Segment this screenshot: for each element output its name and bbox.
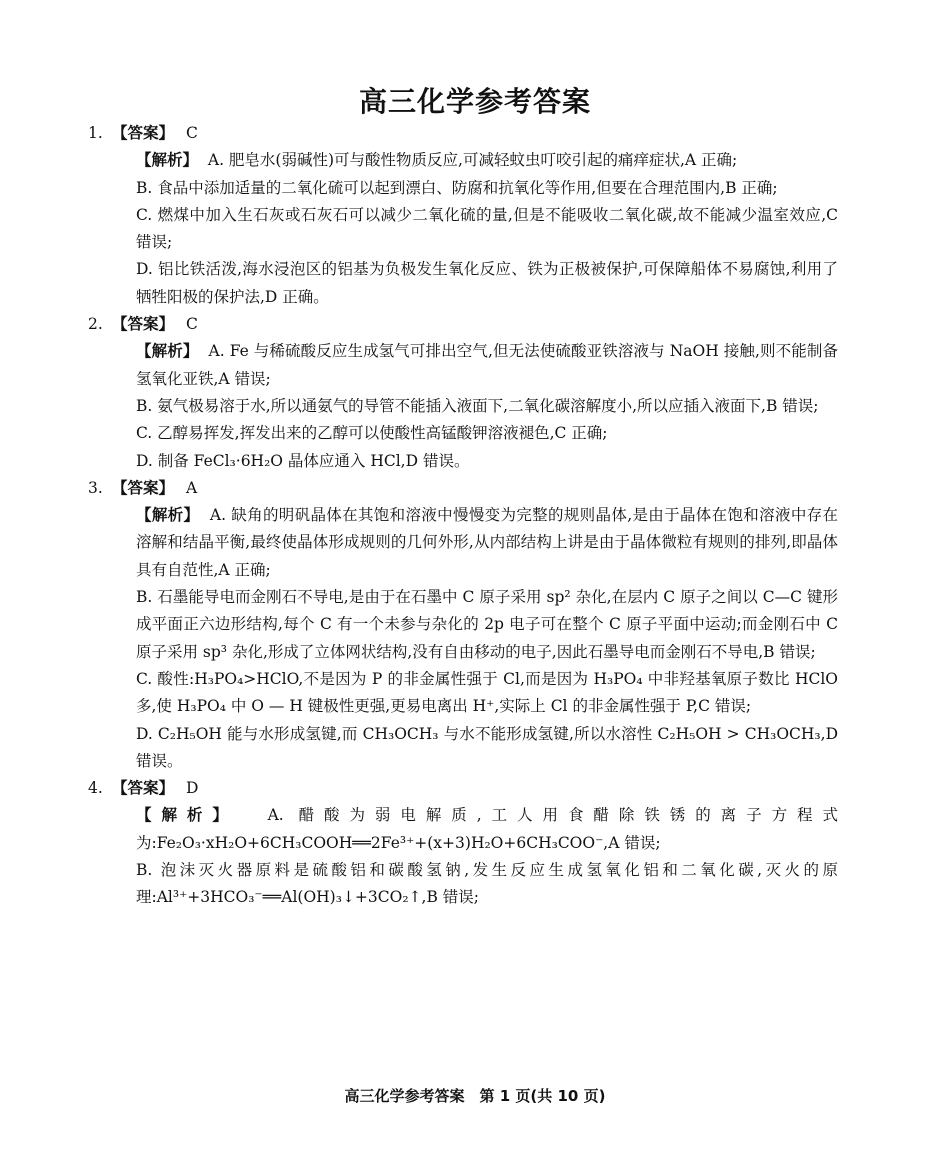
question-3	[88, 475, 838, 775]
analysis-block	[112, 147, 838, 311]
analysis-item: 【解析】 A. 肥皂水(弱碱性)可与酸性物质反应,可减轻蚊虫叮咬引起的痛痒症状,A 正确;	[136, 151, 738, 170]
answer-value: D	[186, 779, 199, 798]
analysis-item: D. 铝比铁活泼,海水浸泡区的铝基为负极发生氧化反应、铁为正极被保护,可保障船体不易腐蚀,利用了牺牲阳极的保护法,D 正确。	[136, 260, 838, 306]
analysis-item: 【解析】 A. 醋酸为弱电解质,工人用食醋除铁锈的离子方程式为:Fe₂O₃·xH₂O+6CH₃COOH══2Fe³⁺+(x+3)H₂O+6CH₃COO⁻,A 错误;	[136, 806, 838, 852]
analysis-item: 【解析】 A. Fe 与稀硫酸反应生成氢气可排出空气,但无法使硫酸亚铁溶液与 NaOH 接触,则不能制备氢氧化亚铁,A 错误;	[136, 342, 838, 388]
answer-value: A	[186, 478, 198, 497]
analysis-block	[112, 502, 838, 775]
analysis-item: B. 泡沫灭火器原料是硫酸铝和碳酸氢钠,发生反应生成氢氧化铝和二氧化碳,灭火的原理:Al³⁺+3HCO₃⁻══Al(OH)₃↓+3CO₂↑,B 错误;	[136, 861, 838, 907]
analysis-block	[112, 802, 838, 911]
analysis-item: C. 燃煤中加入生石灰或石灰石可以减少二氧化硫的量,但是不能吸收二氧化碳,故不能减少温室效应,C 错误;	[136, 205, 838, 252]
answer-content	[88, 120, 838, 912]
answer-label: 【答案】	[112, 124, 175, 142]
question-number: 1.	[88, 124, 103, 142]
analysis-item: B. 食品中添加适量的二氧化硫可以起到漂白、防腐和抗氧化等作用,但要在合理范围内,B 正确;	[136, 178, 778, 197]
analysis-label: 【解析】	[136, 342, 199, 361]
question-2	[88, 311, 838, 475]
page-footer: 高三化学参考答案 第 1 页(共 10 页)	[344, 1087, 606, 1105]
answer-value: C	[186, 124, 198, 142]
analysis-item: D. C₂H₅OH 能与水形成氢键,而 CH₃OCH₃ 与水不能形成氢键,所以水溶性 C₂H₅OH > CH₃OCH₃,D 错误。	[136, 724, 838, 770]
analysis-label: 【解析】	[136, 151, 199, 170]
question-number: 3.	[88, 478, 103, 497]
question-number: 2.	[88, 315, 103, 334]
question-4	[88, 775, 838, 911]
answer-value: C	[186, 315, 198, 334]
page-title: 高三化学参考答案	[358, 85, 591, 118]
answer-line	[88, 475, 838, 502]
analysis-label: 【解析】	[136, 506, 200, 525]
analysis-item: C. 酸性:H₃PO₄>HClO,不是因为 P 的非金属性强于 Cl,而是因为 H₃PO₄ 中非羟基氧原子数比 HClO 多,使 H₃PO₄ 中 O — H 键极性更强,更易电离出 H⁺,实际上 Cl 的非金属性强于 P,C 错误;	[136, 669, 838, 716]
answer-line	[88, 120, 838, 147]
question-1	[88, 120, 838, 311]
answer-label: 【答案】	[112, 315, 175, 334]
answer-line	[88, 775, 838, 802]
analysis-block	[112, 338, 838, 474]
answer-line	[88, 311, 838, 338]
analysis-item: B. 氨气极易溶于水,所以通氨气的导管不能插入液面下,二氧化碳溶解度小,所以应插入液面下,B 错误;	[136, 396, 819, 415]
analysis-item: D. 制备 FeCl₃·6H₂O 晶体应通入 HCl,D 错误。	[136, 451, 470, 470]
answer-label: 【答案】	[112, 478, 175, 497]
answer-label: 【答案】	[112, 779, 175, 798]
analysis-item: C. 乙醇易挥发,挥发出来的乙醇可以使酸性高锰酸钾溶液褪色,C 正确;	[136, 424, 608, 443]
analysis-item: 【解析】 A. 缺角的明矾晶体在其饱和溶液中慢慢变为完整的规则晶体,是由于晶体在饱和溶液中存在溶解和结晶平衡,最终使晶体形成规则的几何外形,从内部结构上讲是由于晶体微粒有规则的排列,即晶体具有自范性,A 正确;	[136, 506, 838, 579]
analysis-label: 【解析】	[136, 806, 238, 825]
question-number: 4.	[88, 779, 103, 798]
analysis-item: B. 石墨能导电而金刚石不导电,是由于在石墨中 C 原子采用 sp² 杂化,在层内 C 原子之间以 C—C 键形成平面正六边形结构,每个 C 有一个未参与杂化的 2p 电子可在整个 C 原子平面中运动;而金刚石中 C 原子采用 sp³ 杂化,形成了立体网状结构,没有自由移动的电子,因此石墨导电而金刚石不导电,B 错误;	[136, 588, 838, 661]
